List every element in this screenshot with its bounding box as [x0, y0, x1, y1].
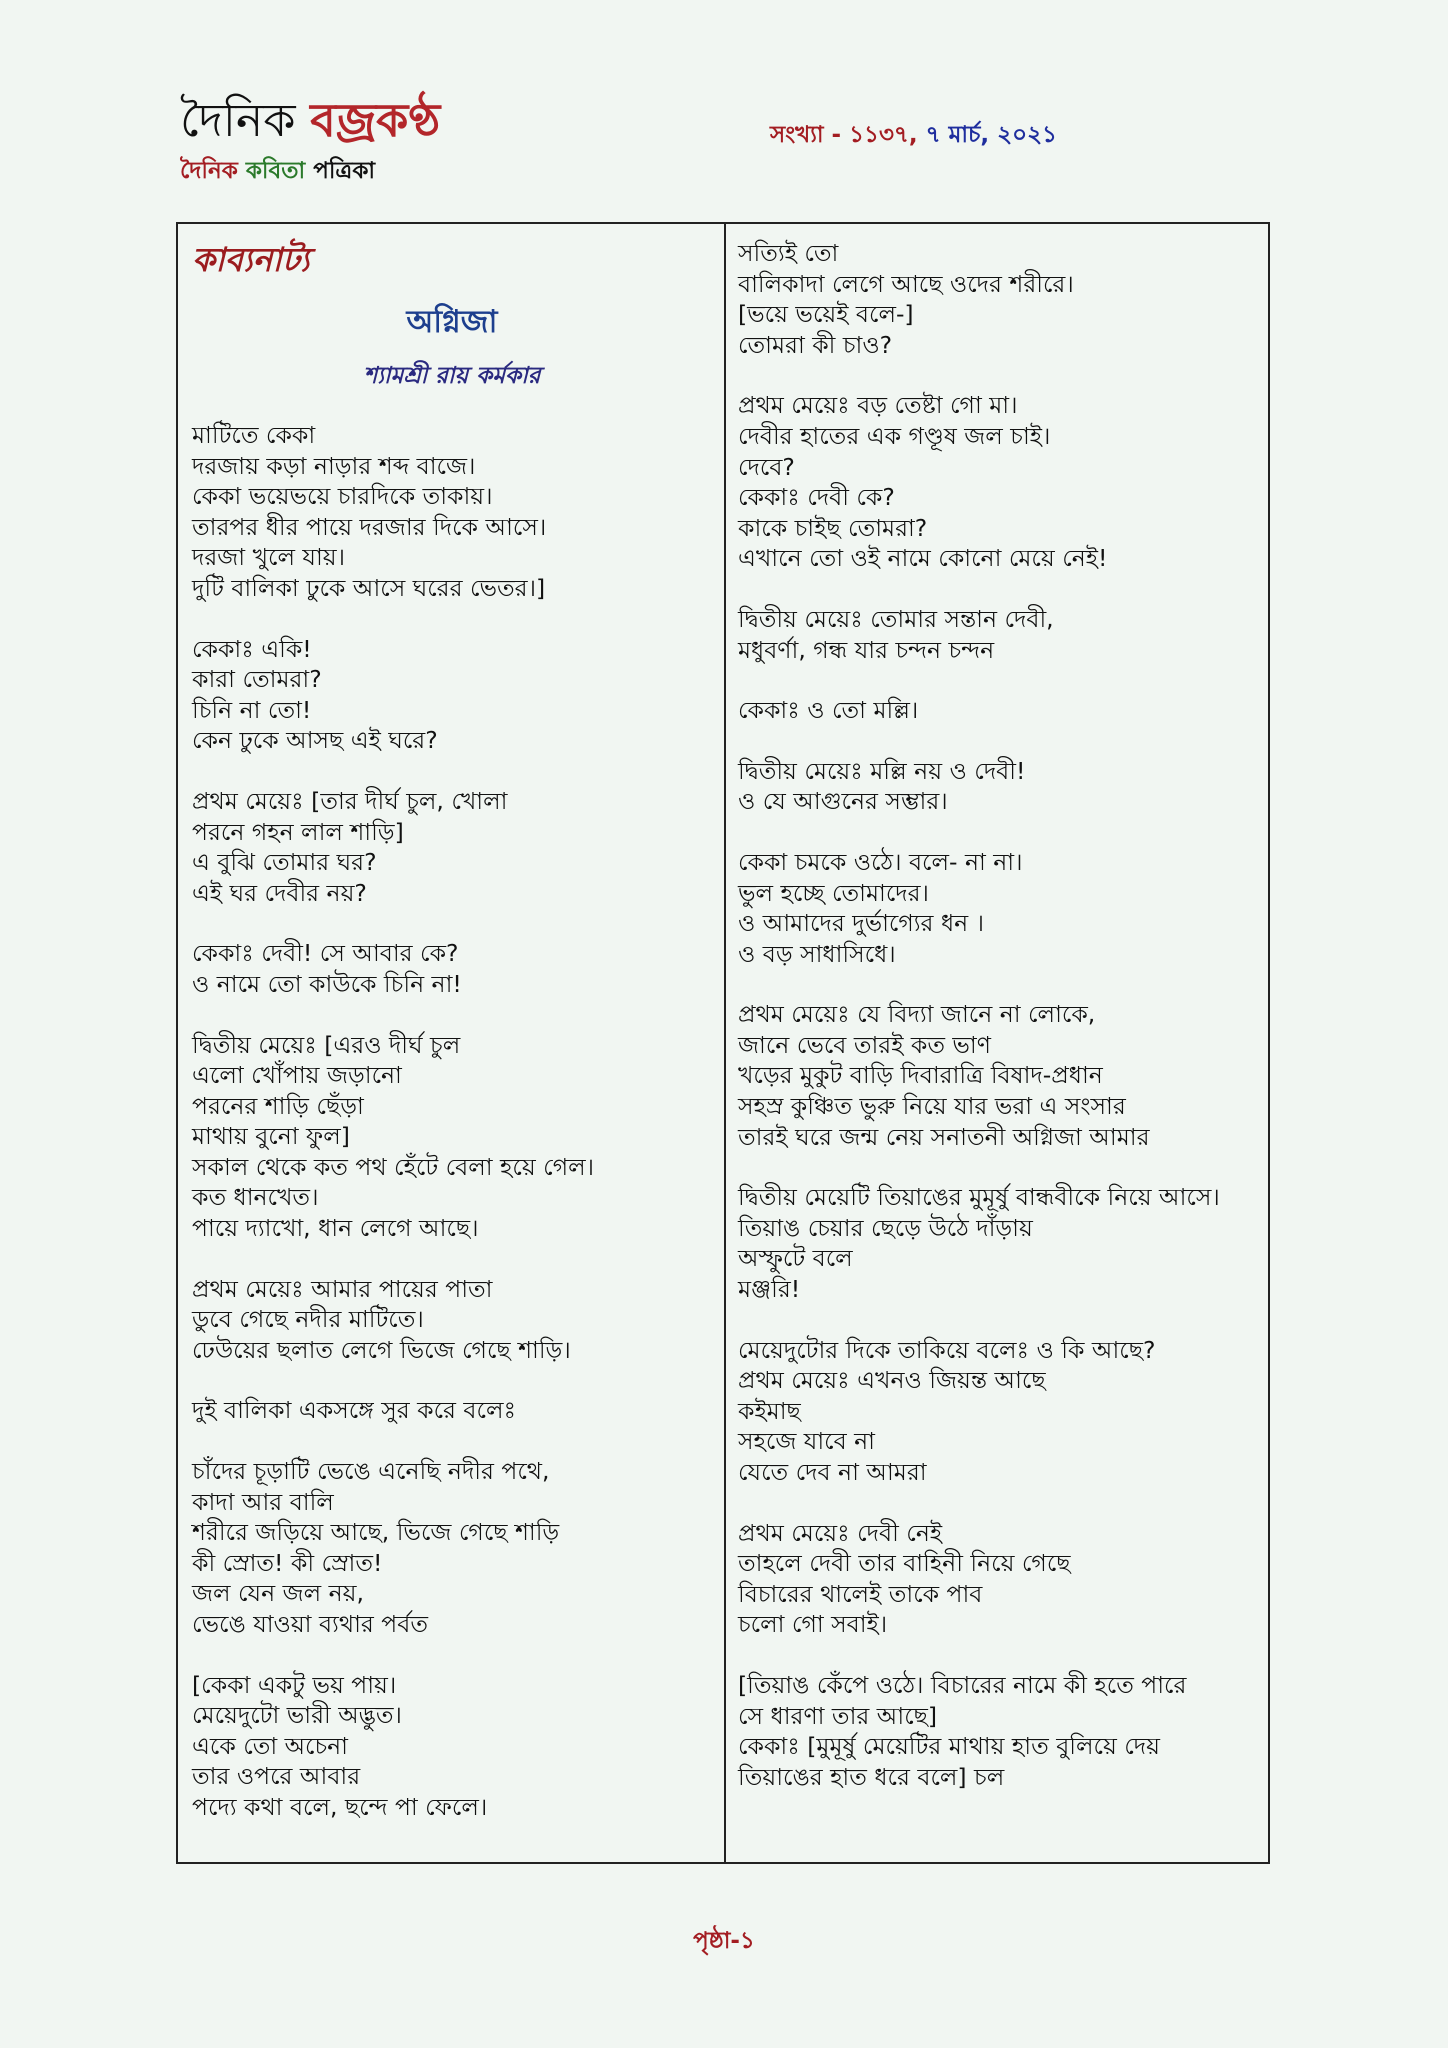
poem-line: চলো গো সবাই।	[738, 1610, 888, 1639]
right-column	[738, 224, 1258, 1822]
poem-line: কারা তোমরা?	[192, 665, 322, 694]
poem-line: সকাল থেকে কত পথ হেঁটে বেলা হয়ে গেল।	[192, 1152, 595, 1181]
stanza	[192, 1456, 712, 1640]
poem-title: অগ্নিজা	[406, 304, 498, 340]
poem-line: বালিকাদা লেগে আছে ওদের শরীরে।	[738, 269, 1074, 298]
poem-line: দুটি বালিকা ঢুকে আসে ঘরের ভেতর।]	[192, 573, 546, 602]
poem-line: কাদা আর বালি	[192, 1487, 334, 1516]
poem-line: কত ধানখেত।	[192, 1183, 319, 1212]
poem-line: কাকে চাইছ তোমরা?	[738, 513, 928, 542]
poem-line: প্রথম মেয়েঃ দেবী নেই	[738, 1518, 943, 1547]
left-column	[192, 224, 712, 1853]
issue-info	[770, 116, 1057, 155]
poem-line: তারপর ধীর পায়ে দরজার দিকে আসে।	[192, 512, 547, 541]
poem-line: দেবে?	[738, 452, 795, 481]
issue-date: ৭ মার্চ, ২০২১	[925, 122, 1057, 148]
poem-line: দ্বিতীয় মেয়েঃ মল্লি নয় ও দেবী!	[738, 756, 1026, 785]
stanza	[738, 604, 1258, 665]
poem-line: চাঁদের চূড়াটি ভেঙে এনেছি নদীর পথে,	[192, 1457, 550, 1486]
poem-line: প্রথম মেয়েঃ যে বিদ্যা জানে না লোকে,	[738, 1000, 1096, 1029]
poem-line: যেতে দেব না আমরা	[738, 1458, 927, 1486]
masthead	[180, 92, 480, 192]
poem-line: [তিয়াঙ কেঁপে ওঠে। বিচারের নামে কী হতে পারে	[738, 1670, 1187, 1699]
poem-line: তার ওপরে আবার	[192, 1762, 361, 1791]
poem-line: ও বড় সাধাসিধে।	[738, 939, 896, 968]
stanza	[738, 1182, 1258, 1304]
poem-line: শরীরে জড়িয়ে আছে, ভিজে গেছে শাড়ি	[192, 1518, 560, 1547]
poem-line: পরনে গহন লাল শাড়ি]	[192, 817, 404, 846]
poem-line: বিচারের থালেই তাকে পাব	[738, 1579, 983, 1608]
poem-line: প্রথম মেয়েঃ এখনও জিয়ন্ত আছে	[738, 1366, 1046, 1395]
stanza	[192, 420, 712, 604]
newspaper-subtitle	[180, 152, 480, 191]
poem-line: পদ্যে কথা বলে, ছন্দে পা ফেলে।	[192, 1792, 488, 1821]
stanza	[192, 938, 712, 999]
poem-line: কী স্রোত! কী স্রোত!	[192, 1548, 383, 1577]
poem-line: কেকা ভয়েভয়ে চারদিকে তাকায়।	[192, 482, 493, 511]
poem-line: চিনি না তো!	[192, 695, 312, 724]
poem-line: দরজায় কড়া নাড়ার শব্দ বাজে।	[192, 451, 476, 480]
poem-line: [কেকা একটু ভয় পায়।	[192, 1670, 397, 1699]
poem-line: কেকাঃ একি!	[192, 634, 312, 663]
poem-line: সহজে যাবে না	[738, 1427, 875, 1456]
poem-line: জানে ভেবে তারই কত ভাণ	[738, 1030, 991, 1059]
poem-line: কেকাঃ ও তো মল্লি।	[738, 696, 919, 725]
poem-line: সহস্র কুঞ্চিত ভুরু নিয়ে যার ভরা এ সংসার	[738, 1092, 1126, 1121]
column-divider	[724, 224, 726, 1862]
poem-line: দ্বিতীয় মেয়েটি তিয়াঙের মুমূর্ষু বান্ধবীকে নিয়ে আসে।	[738, 1183, 1220, 1212]
poem-line: সে ধারণা তার আছে]	[738, 1701, 938, 1730]
poem-line: তিয়াঙ চেয়ার ছেড়ে উঠে দাঁড়ায়	[738, 1213, 1033, 1242]
poem-line: ও যে আগুনের সম্ভার।	[738, 787, 948, 816]
poem-line: তারই ঘরে জন্ম নেয় সনাতনী অগ্নিজা আমার	[738, 1122, 1150, 1151]
poem-line: কেকাঃ দেবী কে?	[738, 483, 895, 512]
stanza	[192, 1670, 712, 1823]
subtitle-word-2: কবিতা	[245, 158, 306, 184]
title-word-2: বজ্রকণ্ঠ	[310, 93, 441, 147]
poem-line: এলো খোঁপায় জড়ানো	[192, 1061, 402, 1090]
page-number: পৃষ্ঠা-১	[693, 1928, 755, 1954]
poem-line: জল যেন জল নয়,	[192, 1579, 364, 1608]
poem-line: একে তো অচেনা	[192, 1731, 349, 1760]
stanza	[192, 1395, 712, 1426]
poem-line: এখানে তো ওই নামে কোনো মেয়ে নেই!	[738, 544, 1108, 573]
poem-line: ও নামে তো কাউকে চিনি না!	[192, 969, 462, 998]
stanza	[192, 634, 712, 756]
stanza	[738, 1335, 1258, 1488]
poem-line: তাহলে দেবী তার বাহিনী নিয়ে গেছে	[738, 1549, 1071, 1578]
poem-line: মাটিতে কেকা	[192, 421, 316, 449]
right-stanzas	[738, 238, 1258, 1792]
newspaper-title	[180, 92, 480, 148]
subtitle-word-1: দৈনিক	[180, 158, 238, 184]
poem-line: [ভয়ে ভয়েই বলে-]	[738, 300, 914, 329]
poem-line: মেয়েদুটোর দিকে তাকিয়ে বলেঃ ও কি আছে?	[738, 1335, 1156, 1364]
issue-number: সংখ্যা - ১১৩৭,	[770, 122, 918, 148]
stanza	[738, 1518, 1258, 1640]
poem-author: শ্যামশ্রী রায় কর্মকার	[363, 363, 541, 389]
poem-line: কেকাঃ দেবী! সে আবার কে?	[192, 939, 459, 968]
title-word-1: দৈনিক	[180, 93, 296, 147]
poem-line: তিয়াঙের হাত ধরে বলে] চল	[738, 1762, 1005, 1791]
article-frame	[176, 222, 1270, 1864]
poem-line: ভেঙে যাওয়া ব্যথার পর্বত	[192, 1610, 428, 1638]
poem-line: ভুল হচ্ছে তোমাদের।	[738, 878, 929, 907]
poem-line: প্রথম মেয়েঃ আমার পায়ের পাতা	[192, 1274, 493, 1303]
poem-line: দ্বিতীয় মেয়েঃ [এরও দীর্ঘ চুল	[192, 1030, 461, 1059]
stanza	[738, 847, 1258, 969]
stanza	[738, 1670, 1258, 1792]
stanza	[192, 786, 712, 908]
poem-line: মঞ্জরি!	[738, 1275, 801, 1304]
stanza	[738, 999, 1258, 1152]
stanza	[192, 1274, 712, 1366]
poem-line: প্রথম মেয়েঃ বড় তেষ্টা গো মা।	[738, 391, 1018, 420]
poem-line: দরজা খুলে যায়।	[192, 543, 346, 572]
poem-line: ঢেউয়ের ছলাত লেগে ভিজে গেছে শাড়ি।	[192, 1335, 571, 1364]
poem-line: কইমাছ	[738, 1396, 801, 1425]
left-stanzas	[192, 420, 712, 1823]
poem-line: এই ঘর দেবীর নয়?	[192, 878, 367, 907]
poem-line: পায়ে দ্যাখো, ধান লেগে আছে।	[192, 1214, 479, 1243]
poem-line: কেন ঢুকে আসছ এই ঘরে?	[192, 726, 438, 755]
stanza	[738, 756, 1258, 817]
poem-line: সত্যিই তো	[738, 239, 839, 267]
poem-line: দেবীর হাতের এক গণ্ডূষ জল চাই।	[738, 421, 1051, 450]
stanza	[738, 238, 1258, 360]
poem-line: কেকা চমকে ওঠে। বলে- না না।	[738, 847, 1023, 876]
poem-line: মেয়েদুটো ভারী অদ্ভুত।	[192, 1701, 402, 1730]
genre-label: কাব্যনাট্য	[192, 240, 310, 279]
stanza	[738, 695, 1258, 726]
poem-line: দুই বালিকা একসঙ্গে সুর করে বলেঃ	[192, 1396, 516, 1425]
subtitle-word-3: পত্রিকা	[313, 158, 376, 184]
poem-line: কেকাঃ [মুমূর্ষু মেয়েটির মাথায় হাত বুলিয়ে দেয়	[738, 1732, 1160, 1761]
stanza	[738, 390, 1258, 574]
poem-line: অস্ফুটে বলে	[738, 1244, 853, 1273]
stanza	[192, 1030, 712, 1244]
poem-line: ডুবে গেছে নদীর মাটিতে।	[192, 1305, 424, 1334]
poem-line: প্রথম মেয়েঃ [তার দীর্ঘ চুল, খোলা	[192, 786, 508, 815]
poem-line: মাথায় বুনো ফুল]	[192, 1122, 350, 1151]
poem-line: এ বুঝি তোমার ঘর?	[192, 848, 377, 877]
poem-line: পরনের শাড়ি ছেঁড়া	[192, 1091, 364, 1120]
poem-line: খড়ের মুকুট বাড়ি দিবারাত্রি বিষাদ-প্রধান	[738, 1061, 1103, 1090]
poem-line: ও আমাদের দুর্ভাগ্যের ধন ।	[738, 909, 985, 938]
poem-line: দ্বিতীয় মেয়েঃ তোমার সন্তান দেবী,	[738, 604, 1054, 633]
poem-line: তোমরা কী চাও?	[738, 330, 893, 359]
poem-line: মধুবর্ণা, গন্ধ যার চন্দন চন্দন	[738, 635, 995, 664]
